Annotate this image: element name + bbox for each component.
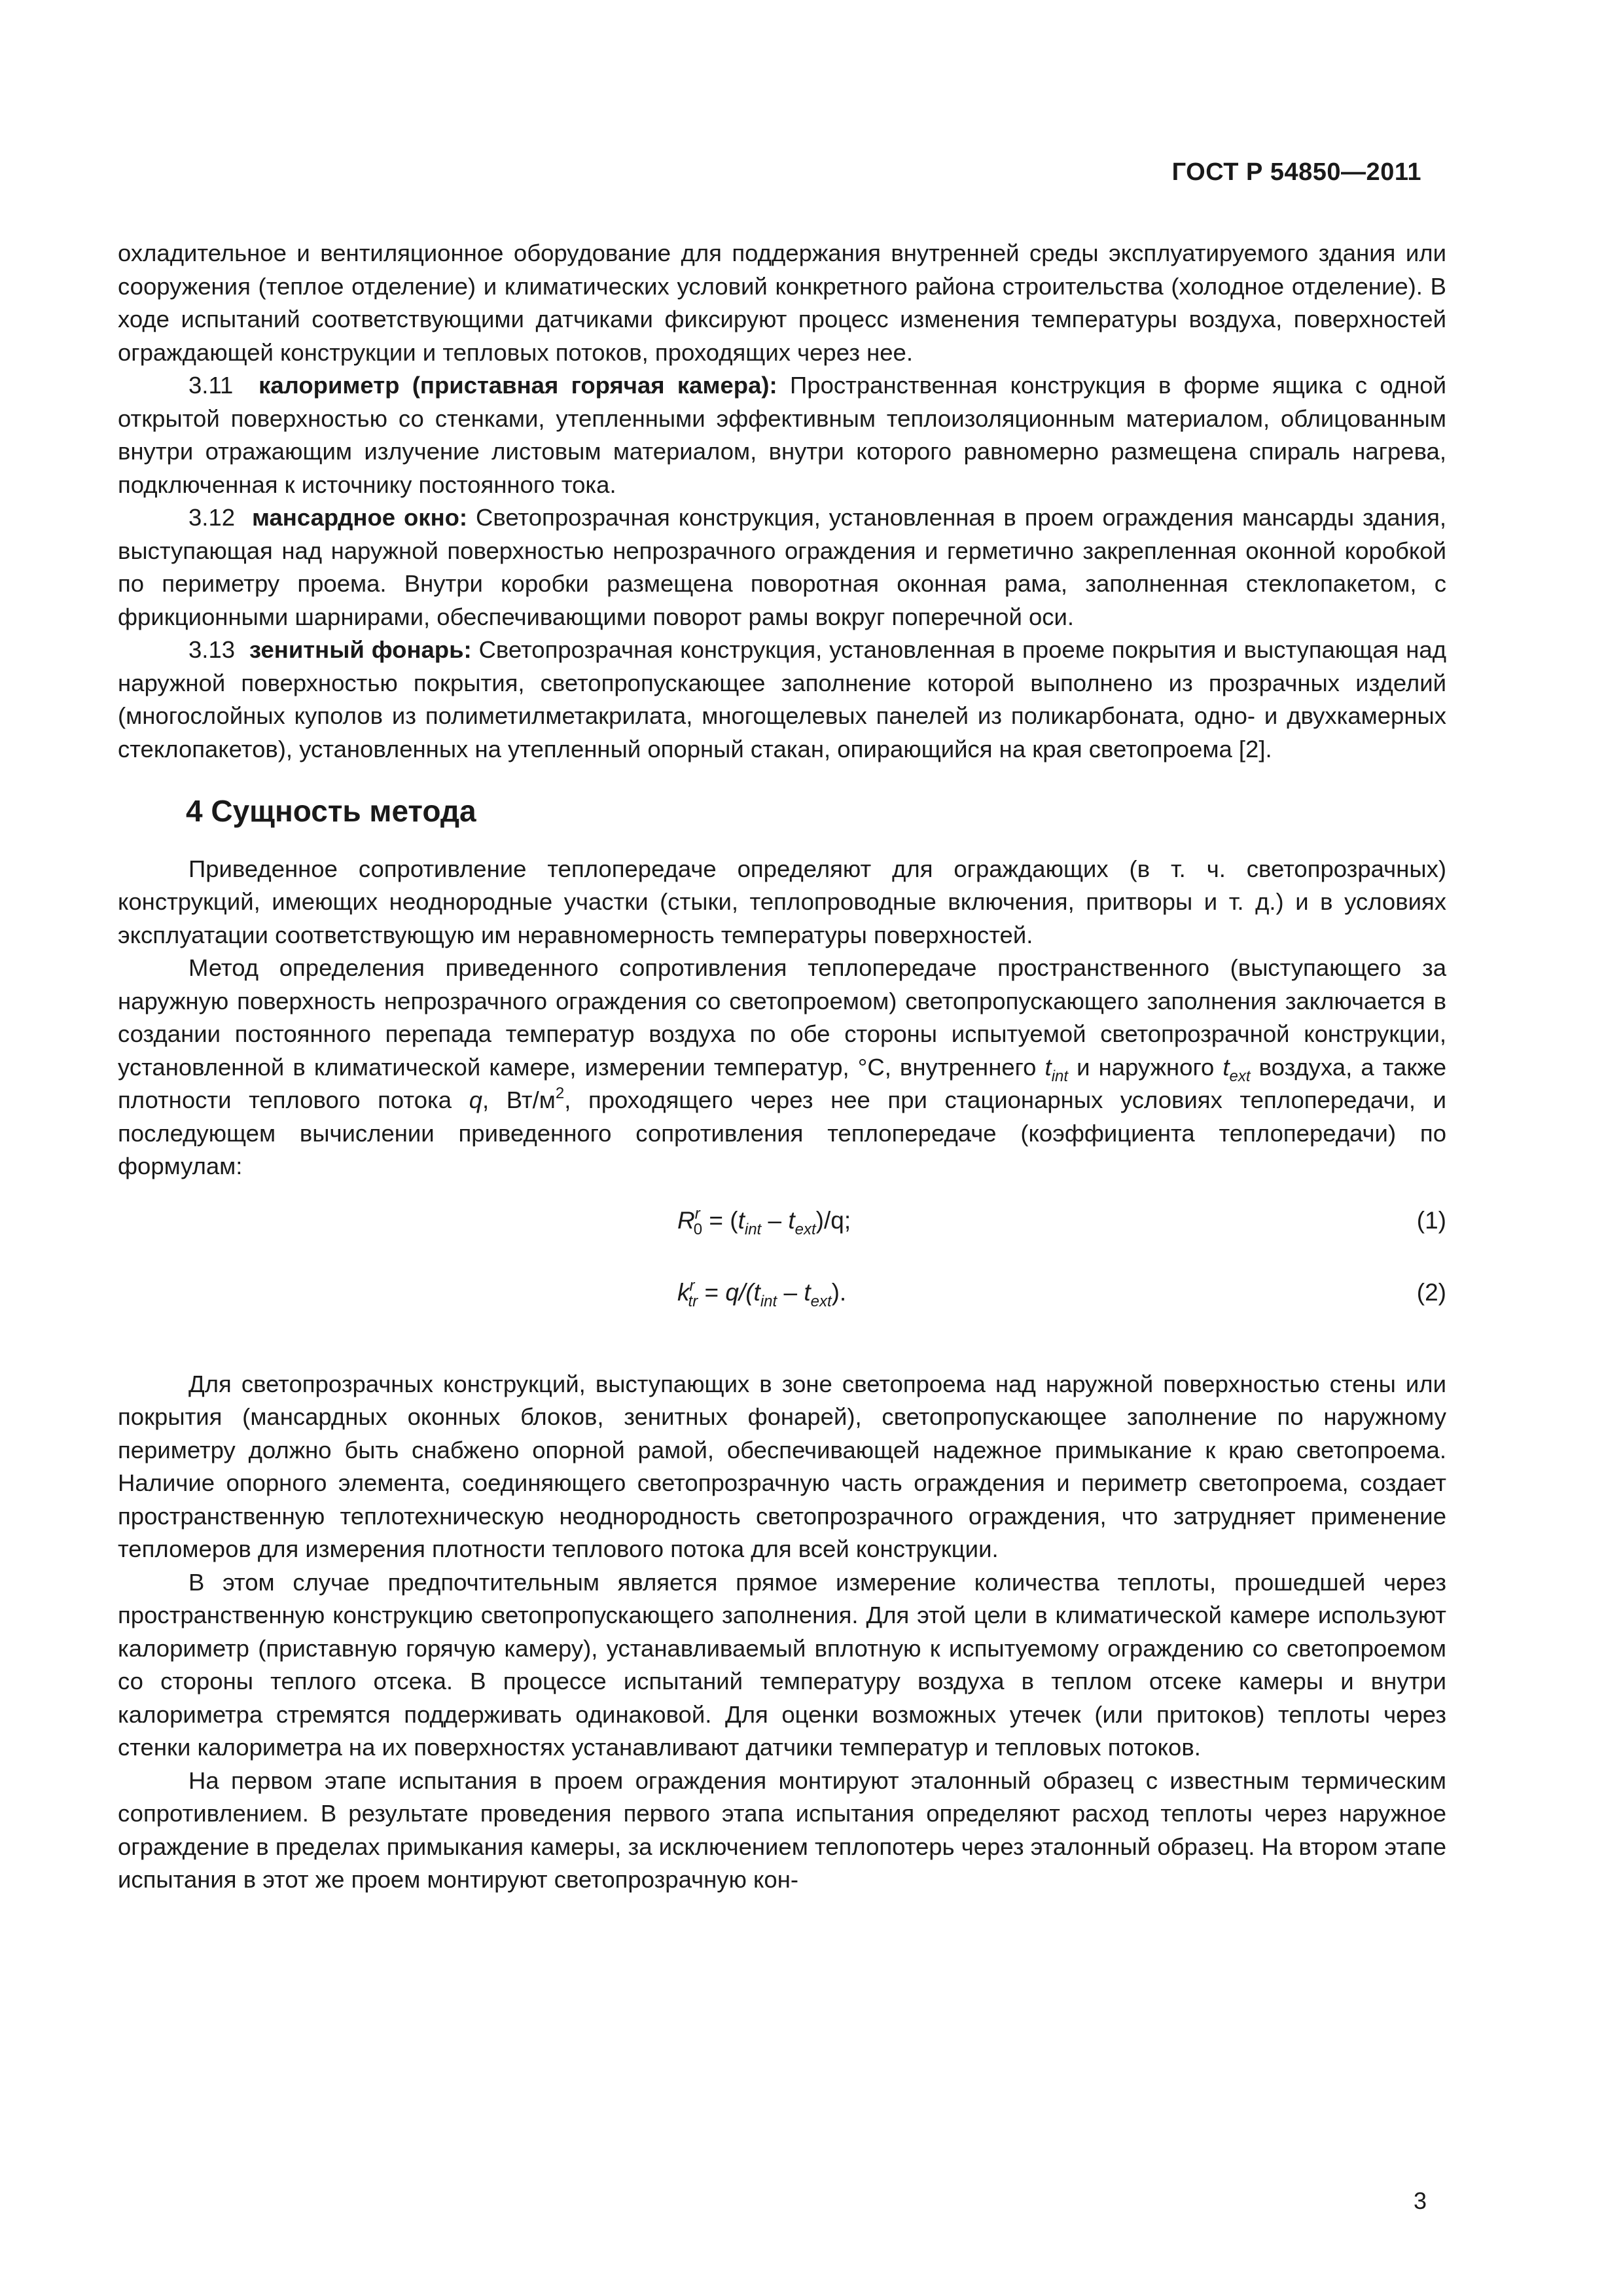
paragraph-method: Метод определения приведенного сопротивления теплопередаче пространственного (выступающего за наружную поверхность непрозрачного ограждения со светопроемом) светопропускающего заполнения заключается в создании постоянного перепада температур воздуха по обе стороны испытуемой светопрозрачной конструкции, установленной в климатической камере, измерении температур, °С, внутреннего $t_{int}$ и наружного $t_{ext}$ воздуха, а также плотности теплового потока q, $Вт/м^2$, проходящего через нее при стационарных условиях теплопередачи, и последующем вычислении приведенного сопротивления теплопередаче (коэффициента теплопередачи) по формулам: — [118, 954, 1446, 1179]
definition-3-12 — [118, 501, 1446, 634]
paragraph: Приведенное сопротивление теплопередаче определяют для ограждающих (в т. ч. светопрозрачных) конструкций, имеющих неоднородные участки (стыки, теплопроводные включения, притворы и т. д.) и в условиях эксплуатации соответствующую им неравномерность температуры поверхностей. — [118, 855, 1446, 948]
document-body — [118, 237, 1446, 1897]
definition-3-13 — [118, 634, 1446, 766]
formula-expression: $R^r_0 = (t_{int} - t_{ext})/q$; — [677, 1204, 851, 1238]
definition-number: 3.11 — [188, 372, 234, 399]
definition-number: 3.12 — [188, 504, 236, 531]
definition-3-11 — [118, 369, 1446, 501]
definition-number: 3.13 — [188, 636, 236, 663]
paragraph: Для светопрозрачных конструкций, выступающих в зоне светопроема над наружной поверхностью стены или покрытия (мансардных оконных блоков, зенитных фонарей), светопропускающее заполнение по наружному периметру должно быть снабжено опорной рамой, обеспечивающей надежное примыкание к краю светопроема. Наличие опорного элемента, соединяющего светопрозрачную часть ограждения и периметр светопроема, создает пространственную теплотехническую неоднородность светопрозрачного ограждения, что затрудняет применение тепломеров для измерения плотности теплового потока для всей конструкции. — [118, 1370, 1446, 1562]
paragraph: В этом случае предпочтительным является прямое измерение количества теплоты, прошедшей через пространственную конструкцию светопропускающего заполнения. Для этой цели в климатической камере используют калориметр (приставную горячую камеру), устанавливаемый вплотную к испытуемому ограждению со светопроемом со стороны теплого отсека. В процессе испытаний температуру воздуха в теплом отсеке камеры и внутри калориметра стремятся поддерживать одинаковой. Для оценки возможных утечек (или притоков) теплоты через стенки калориметра на их поверхностях устанавливают датчики температур и тепловых потоков. — [118, 1568, 1446, 1761]
document-code-header: ГОСТ Р 54850—2011 — [1171, 158, 1421, 186]
formula-block — [118, 1199, 1446, 1343]
definition-text: Светопрозрачная конструкция, установленная в проеме покрытия и выступающая над наружной поверхностью покрытия, светопропускающее заполнение которой выполнено из прозрачных изделий (многослойных куполов из полиметилметакрилата, многощелевых панелей из поликарбоната, одно- и двухкамерных стеклопакетов), установленных на утепленный опорный стакан, опирающийся на края светопроема [2]. — [118, 636, 1447, 762]
definition-term: мансардное окно: — [251, 504, 468, 531]
formula-1 — [118, 1199, 1446, 1271]
paragraph: На первом этапе испытания в проем ограждения монтируют эталонный образец с известным термическим сопротивлением. В результате проведения первого этапа испытания определяют расход теплоты через наружное ограждение в пределах примыкания камеры, за исключением теплопотерь через эталонный образец. На втором этапе испытания в этот же проем монтируют светопрозрачную кон- — [118, 1767, 1446, 1893]
paragraph: охладительное и вентиляционное оборудование для поддержания внутренней среды эксплуатируемого здания или сооружения (теплое отделение) и климатических условий конкретного района строительства (холодное отделение). В ходе испытаний соответствующими датчиками фиксируют процесс изменения температуры воздуха, поверхностей ограждающей конструкции и тепловых потоков, проходящих через нее. — [118, 240, 1446, 366]
page-number: 3 — [1413, 2187, 1427, 2214]
formula-2 — [118, 1271, 1446, 1343]
section-heading: 4 Сущность метода — [186, 794, 476, 828]
definition-term: зенитный фонарь: — [249, 636, 472, 663]
definition-term: калориметр (приставная горячая камера): — [259, 372, 777, 399]
formula-number: (2) — [1416, 1278, 1446, 1306]
formula-number: (1) — [1416, 1206, 1446, 1234]
formula-expression: $k^r_{tr} = q/(t_{int} - t_{ext})$. — [677, 1276, 847, 1310]
definition-text: Светопрозрачная конструкция, установленная в проем ограждения мансарды здания, выступающая над наружной поверхностью непрозрачного ограждения и герметично закрепленная оконной коробкой по периметру проема. Внутри коробки размещена поворотная оконная рама, заполненная стеклопакетом, с фрикционными шарнирами, обеспечивающими поворот рамы вокруг поперечной оси. — [118, 504, 1446, 630]
definition-text: Пространственная конструкция в форме ящика с одной открытой поверхностью со стенками, утепленными эффективным теплоизоляционным материалом, облицованным внутри отражающим излучение листовым материалом, внутри которого равномерно размещена спираль нагрева, подключенная к источнику постоянного тока. — [118, 372, 1446, 498]
